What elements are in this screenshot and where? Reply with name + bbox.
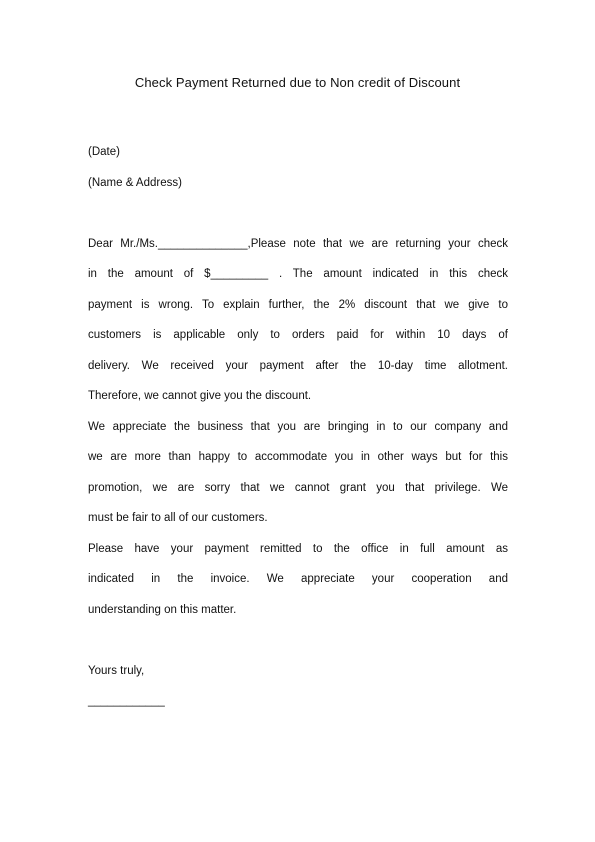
letter-content — [88, 137, 508, 717]
body-line-11: Please have your payment remitted to the office in full amount as — [88, 542, 508, 555]
body-line-1: Dear Mr./Ms.______________,Please note that we are returning your check — [88, 237, 508, 250]
body-line-6: Therefore, we cannot give you the discount. — [88, 390, 312, 402]
spacer — [88, 625, 508, 656]
letter-title: Check Payment Returned due to Non credit of Discount — [134, 75, 461, 90]
body-line-4: customers is applicable only to orders paid for within 10 days of — [88, 329, 508, 341]
name-address-placeholder: (Name & Address) — [88, 176, 182, 189]
closing-text: Yours truly, — [88, 664, 145, 677]
spacer — [88, 198, 508, 229]
body-line-7: We appreciate the business that you are bringing in to our company and — [88, 420, 508, 433]
body-line-9: promotion, we are sorry that we cannot grant you that privilege. We — [88, 481, 508, 494]
signature-line: ____________ — [88, 695, 165, 707]
body-line-8: we are more than happy to accommodate you in other ways but for this — [88, 451, 508, 463]
body-line-2: in the amount of $_________ . The amount indicated in this check — [88, 268, 508, 280]
body-line-10: must be fair to all of our customers. — [88, 512, 268, 524]
body-line-5: delivery. We received your payment after the 10-day time allotment. — [88, 359, 508, 372]
date-placeholder: (Date) — [88, 146, 120, 158]
body-line-3: payment is wrong. To explain further, the 2% discount that we give to — [88, 298, 508, 311]
body-line-13: understanding on this matter. — [88, 603, 237, 616]
body-line-12: indicated in the invoice. We appreciate your cooperation and — [88, 573, 508, 585]
